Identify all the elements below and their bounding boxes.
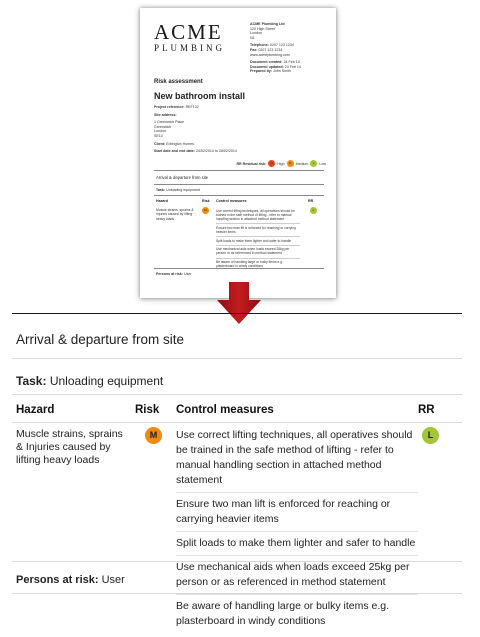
section-title: Arrival & departure from site [16, 332, 185, 347]
updated-label: Document updated: [250, 64, 284, 69]
thumb-task [156, 188, 200, 192]
persons-at-risk [16, 574, 125, 586]
created-value: 24 Feb 14 [283, 60, 300, 65]
control-measures-list [176, 428, 418, 637]
company-address-line: London [250, 31, 262, 36]
thumb-section-title: Arrival & departure from site [156, 175, 209, 180]
control-measure-item: Split loads to make them lighter and safer to handle [176, 536, 418, 556]
updated-value: 24 Feb 14 [284, 64, 301, 69]
section-divider [12, 394, 462, 395]
persons-label: Persons at risk: [16, 574, 99, 586]
control-measure-item: Ensure two man lift is enforced for reaching or carrying heavier items [176, 497, 418, 532]
logo-sub-text: PLUMBING [154, 43, 226, 53]
legend-medium-label: Medium [295, 161, 309, 166]
site-address-line: SE10 [154, 133, 163, 138]
legend-low-dot: L [310, 160, 317, 167]
section-bottom-divider [12, 593, 462, 594]
risk-legend [236, 160, 326, 167]
client-value: Edrington Homes [166, 141, 194, 146]
thumb-col-risk: Risk [202, 199, 210, 203]
control-measure-item: Use mechanical aids when loads exceed 25kg per person or as referenced in method statement [176, 560, 418, 595]
thumb-hazard: Muscle strains, sprains & Injuries caused by lifting heavy loads [156, 208, 194, 221]
down-arrow-icon [217, 282, 261, 324]
column-header-hazard: Hazard [16, 404, 55, 416]
thumb-control-item: Be aware of handling large or bulky items e.g. plasterboard in windy conditions [216, 260, 283, 269]
thumb-control-item: Ensure two man lift is enforced for reaching or carrying heavier items [216, 224, 300, 237]
thumb-persons-value: User [183, 272, 192, 276]
site-address-line: Greenwich [154, 124, 172, 129]
thumb-risk-badge: M [202, 207, 209, 214]
telephone-value: 0207 123 1234 [269, 43, 294, 48]
client-label: Client: [154, 141, 166, 146]
thumb-divider [154, 195, 324, 196]
thumb-control-item: Use mechanical aids when loads exceed 25kg per person or as referenced in method statement [216, 246, 300, 259]
legend-medium-dot: M [287, 160, 294, 167]
created-label: Document created: [250, 60, 283, 65]
thumb-divider [154, 268, 324, 269]
project-ref-label: Project reference: [154, 105, 185, 109]
legend-label: RR Residual risk: [236, 161, 267, 166]
column-header-controls: Control measures [176, 404, 274, 416]
company-name: ACME Plumbing Ltd [250, 22, 285, 26]
thumb-control-item: Use correct lifting techniques, all operatives should be trained in the safe method of lifting - refer to manual handling section in attached method statement [216, 207, 300, 224]
thumb-task-value: Unloading equipment [166, 188, 201, 192]
company-address-line: 120 High Street [250, 26, 275, 31]
document-heading: New bathroom install [154, 91, 246, 101]
column-header-risk: Risk [135, 404, 160, 416]
thumb-col-hazard: Hazard [156, 199, 168, 203]
telephone-label: Telephone: [250, 43, 269, 48]
risk-level-badge: M [145, 427, 162, 444]
project-meta [154, 105, 324, 154]
thumb-divider [154, 184, 324, 185]
persons-value: User [101, 574, 125, 586]
task-line [16, 374, 163, 388]
legend-high-label: High [277, 161, 285, 166]
thumb-col-rr: RR [308, 199, 314, 203]
prepared-label: Prepared by: [250, 69, 272, 74]
company-address-line: N1 [250, 35, 255, 40]
dates-value: 24/02/2014 to 28/02/2014 [195, 149, 237, 154]
thumb-task-label: Task: [156, 188, 166, 192]
thumb-controls [216, 207, 300, 271]
section-divider [12, 358, 462, 359]
company-details [250, 22, 332, 77]
header-divider [12, 422, 462, 423]
fax-label: Fax: [250, 47, 258, 52]
column-header-rr: RR [418, 404, 435, 416]
section-top-divider [12, 313, 462, 314]
logo-main-text: ACME [154, 20, 223, 44]
legend-high-dot: H [268, 160, 275, 167]
thumb-persons-label: Persons at risk: [156, 272, 183, 276]
document-thumbnail [140, 8, 336, 298]
legend-low-label: Low [319, 161, 326, 166]
residual-risk-badge: L [422, 427, 439, 444]
project-ref-value: REF132 [185, 105, 199, 109]
task-value: Unloading equipment [49, 374, 164, 388]
site-address-line: London [154, 129, 166, 134]
thumb-control-item: Split loads to make them lighter and safer to handle [216, 237, 300, 246]
company-website: www.acmeplumbing.com [250, 52, 290, 57]
dates-label: Start date and end date: [154, 149, 195, 154]
prepared-value: John Smith [272, 69, 291, 74]
site-address-line: 1 Greenwich Place [154, 120, 185, 125]
company-logo [154, 22, 242, 53]
task-label: Task: [16, 374, 47, 388]
control-measure-item: Use correct lifting techniques, all operatives should be trained in the safe method of lifting - refer to manual handling section in attached method statement [176, 428, 418, 493]
hazard-description: Muscle strains, sprains & Injuries caused by lifting heavy loads [16, 428, 123, 466]
fax-value: 0207 123 1234 [258, 47, 283, 52]
thumb-persons [156, 272, 192, 276]
thumb-col-controls: Control measures [216, 199, 247, 203]
thumb-divider [154, 170, 324, 171]
thumb-rr-badge: L [310, 207, 317, 214]
section-divider [12, 561, 462, 562]
document-title: Risk assessment [154, 79, 203, 85]
control-measure-item: Be aware of handling large or bulky items e.g. plasterboard in windy conditions [176, 600, 390, 627]
site-address-label: Site address: [154, 112, 177, 117]
